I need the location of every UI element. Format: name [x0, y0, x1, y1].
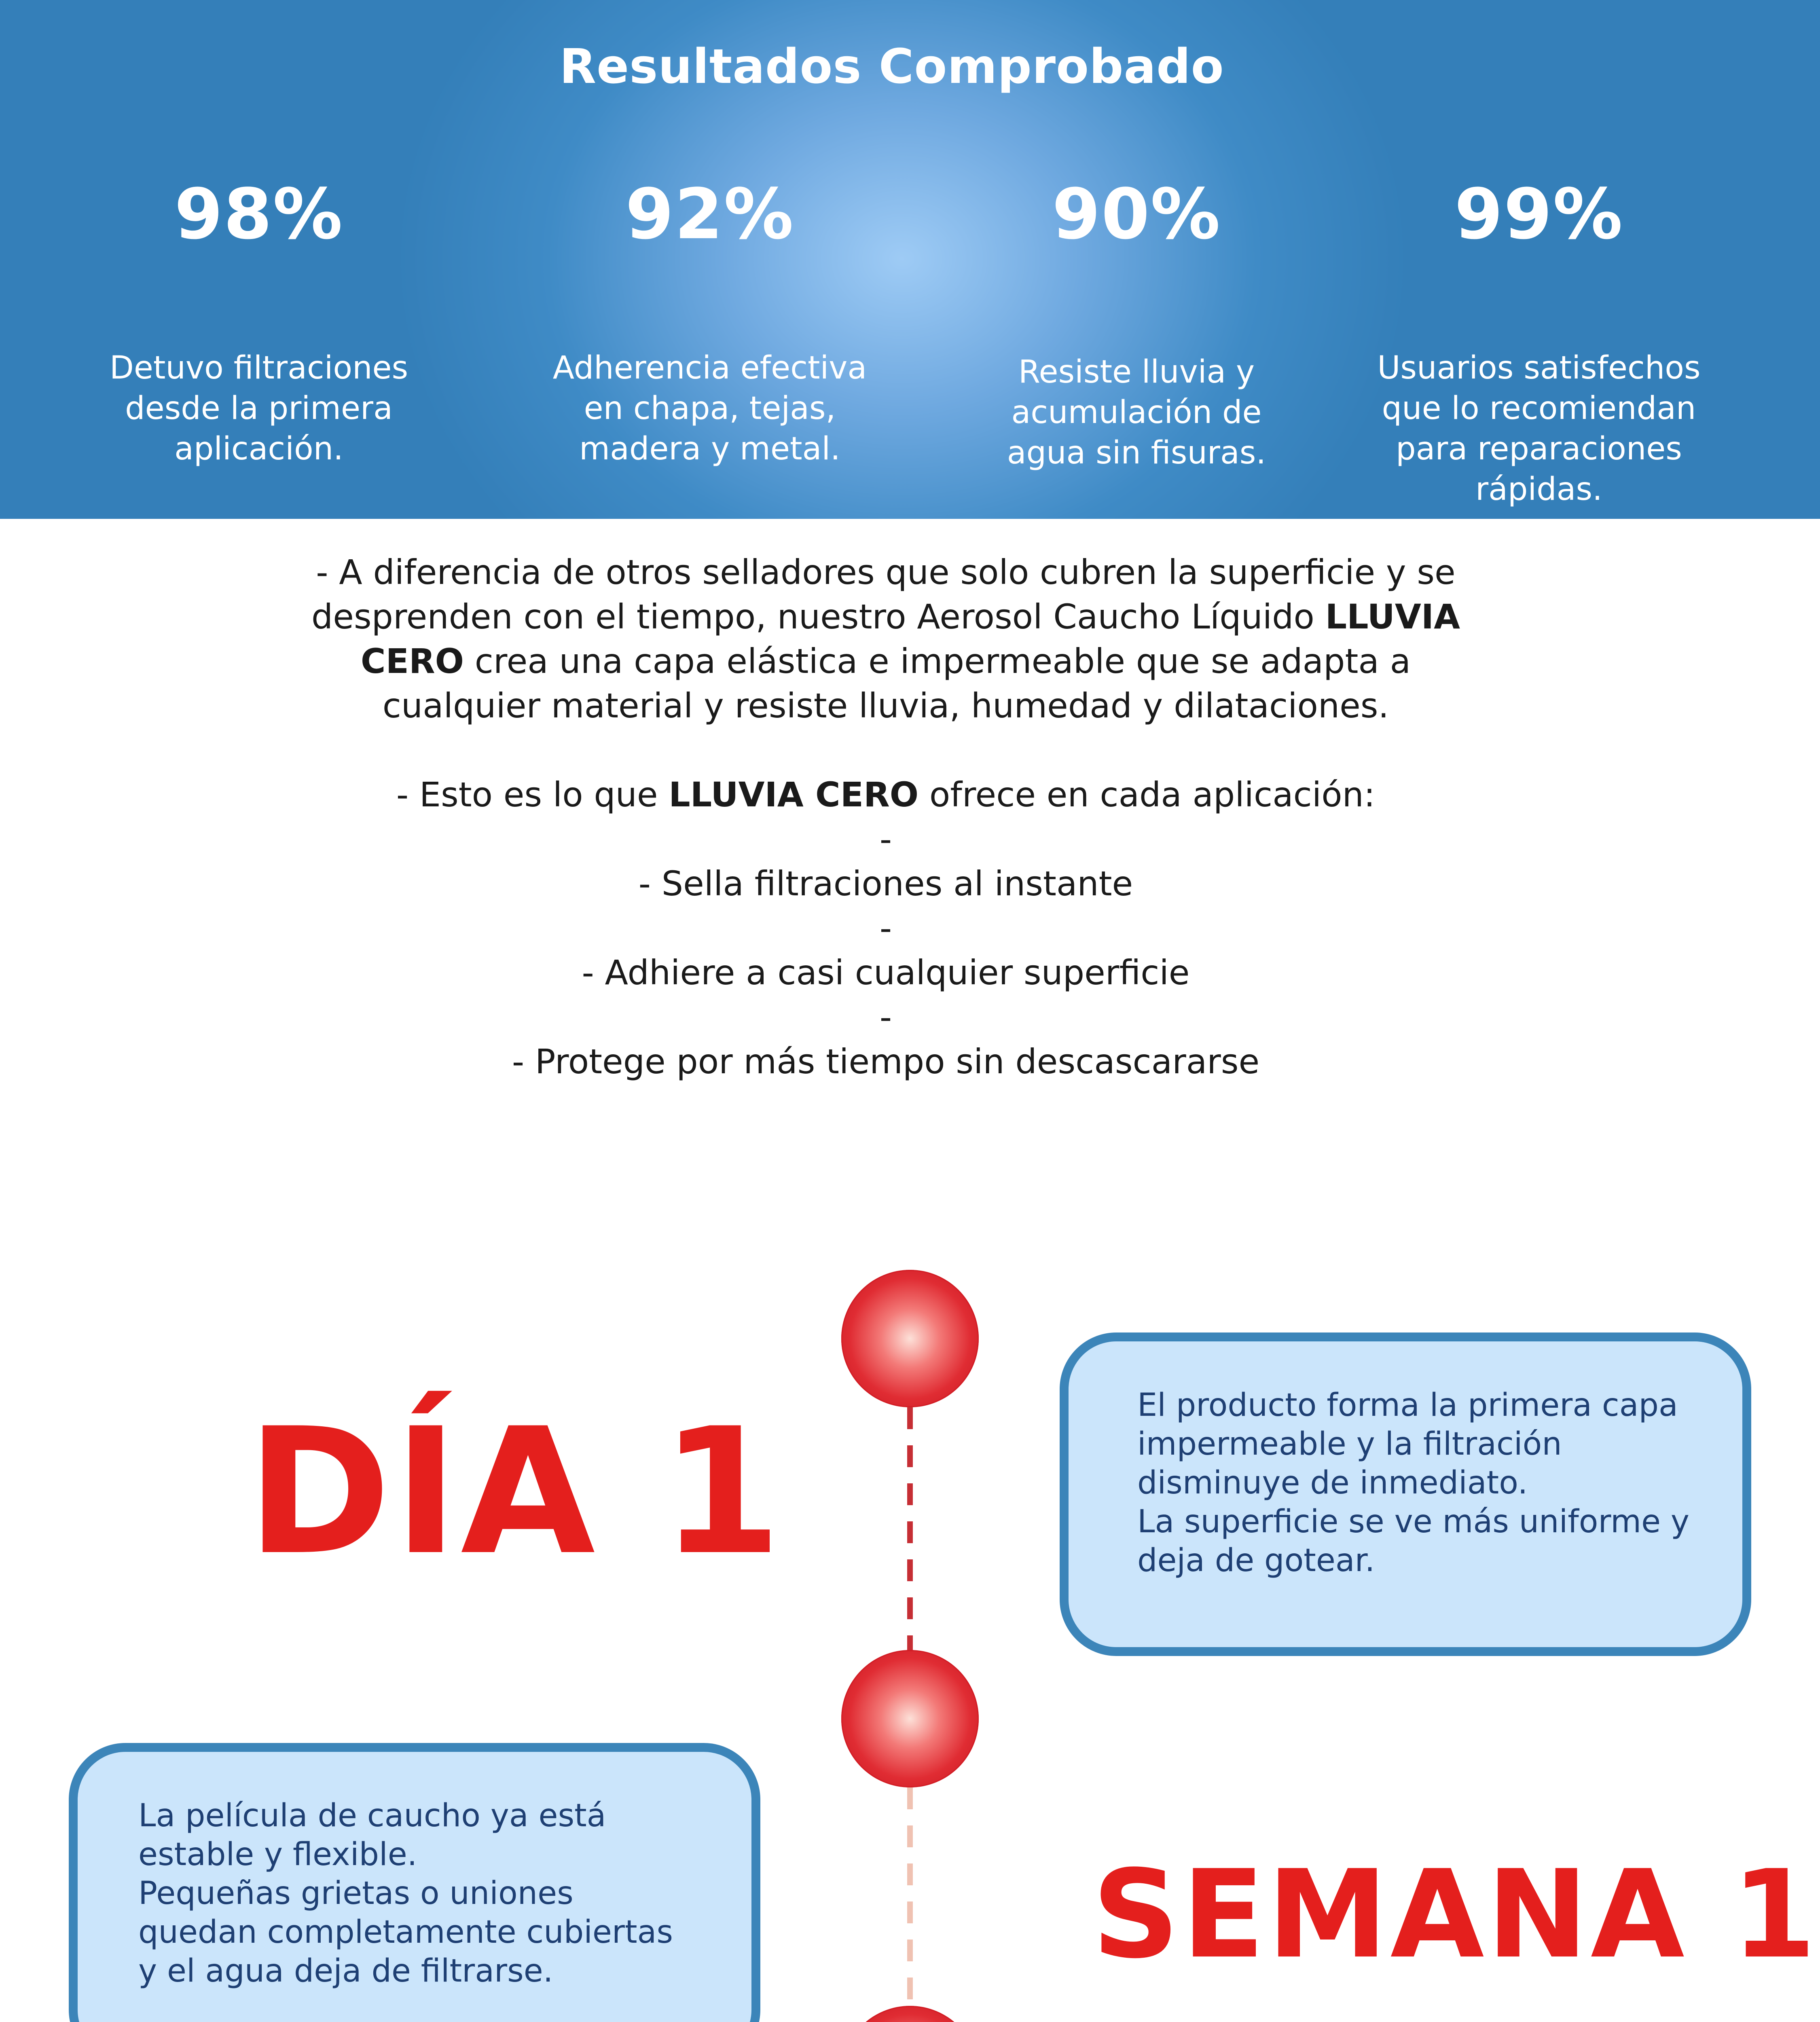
intro-paragraph: - A diferencia de otros selladores que solo cubren la superficie y se desprenden con el tiempo, nuestro Aerosol Caucho Líquido LLUVIA CERO crea una capa elástica e impermeable que se adapta a cualquier material y resiste lluvia, humedad y dilataciones. — [311, 552, 1460, 725]
timeline-node — [841, 1270, 979, 1407]
stat-value: 98% — [174, 173, 343, 255]
stat-1 — [65, 174, 453, 469]
timeline-node — [841, 1650, 979, 1787]
separator: - — [879, 819, 892, 859]
stat-description: Detuvo filtraciones desde la primera aplicación. — [109, 350, 408, 467]
stat-description: Usuarios satisfechos que lo recomiendan para reparaciones rápidas. — [1377, 350, 1701, 508]
stat-value: 90% — [1052, 173, 1221, 255]
stats-title: Resultados Comprobado — [559, 38, 1224, 94]
phase-card-semana-1: La película de caucho ya está estable y flexible. Pequeñas grietas o uniones quedan completamente cubiertas y el agua deja de filtrarse. — [69, 1743, 760, 2022]
stat-value: 92% — [625, 173, 794, 255]
timeline-connector — [907, 1407, 913, 1658]
stat-2 — [516, 174, 904, 469]
stat-description: Resiste lluvia y acumulación de agua sin fisuras. — [1007, 354, 1266, 471]
stat-3 — [942, 174, 1331, 473]
stat-value: 99% — [1454, 173, 1623, 255]
brand-name: LLUVIA CERO — [669, 775, 919, 814]
separator: - — [879, 997, 892, 1037]
benefit-item: - Adhiere a casi cualquier superficie — [582, 953, 1190, 992]
phase-card-dia-1: El producto forma la primera capa impermeable y la filtración disminuye de inmediato. La superficie se ve más uniforme y deja de gotear. — [1060, 1332, 1751, 1656]
intro-text — [303, 550, 1468, 1084]
stats-banner — [0, 0, 1820, 519]
phase-label-dia-1: DÍA 1 — [247, 1391, 784, 1593]
benefit-item: - Protege por más tiempo sin descascararse — [512, 1042, 1260, 1081]
separator: - — [879, 908, 892, 948]
brand-name: LLUVIA CERO — [360, 597, 1460, 681]
benefit-item: - Sella filtraciones al instante — [638, 864, 1133, 903]
stat-description: Adherencia efectiva en chapa, tejas, madera y metal. — [552, 350, 867, 467]
phase-label-semana-1: SEMANA 1 — [1092, 1844, 1819, 1985]
timeline-node — [841, 2006, 979, 2022]
benefits-heading: - Esto es lo que LLUVIA CERO ofrece en cada aplicación: — [396, 775, 1376, 814]
stat-4 — [1345, 174, 1733, 510]
timeline-connector — [907, 1787, 913, 2006]
